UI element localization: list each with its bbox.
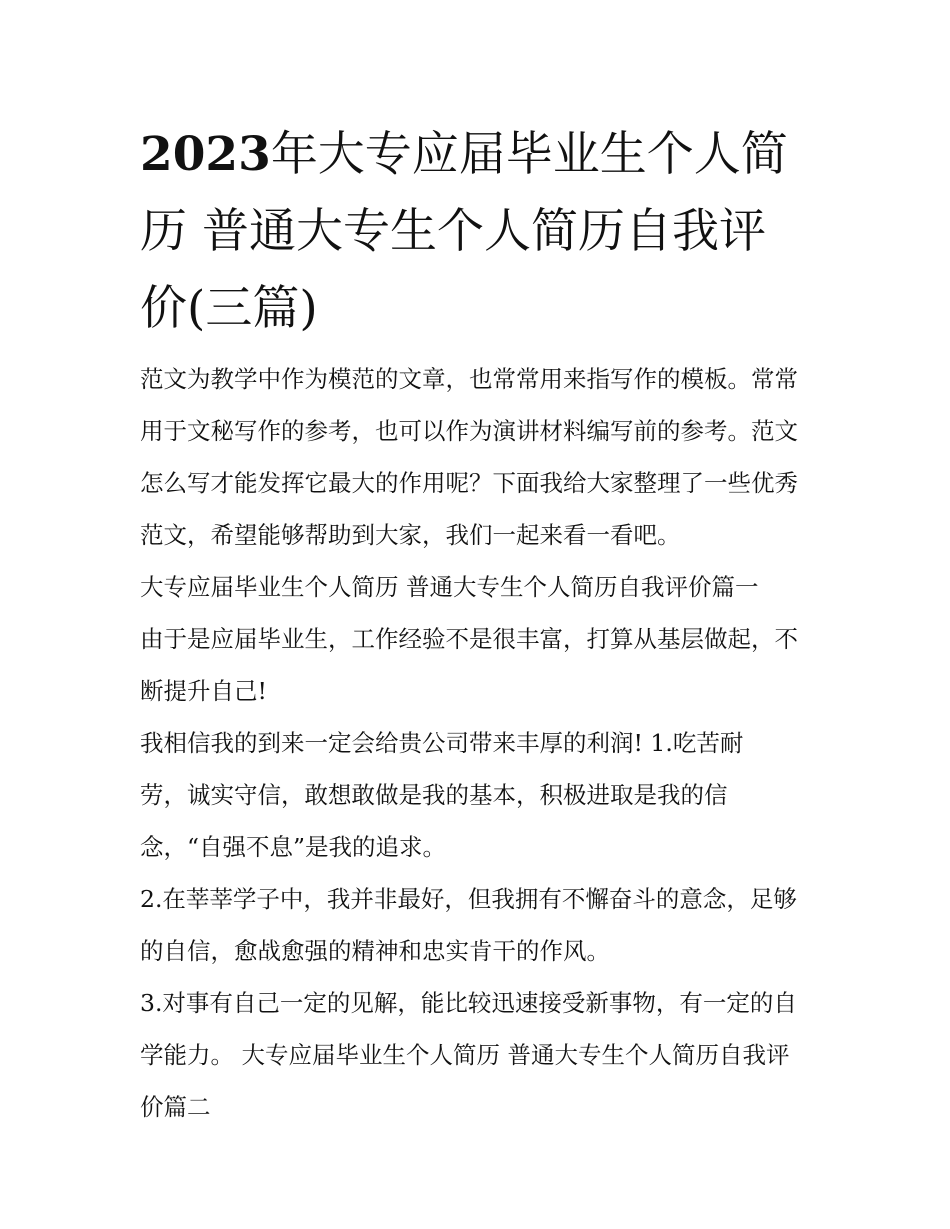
body-paragraph: 2.在莘莘学子中，我并非最好，但我拥有不懈奋斗的意念，足够的自信，愈战愈强的精神和忠实肯干的作风。 xyxy=(140,885,797,965)
body-paragraph: 我相信我的到来一定会给贵公司带来丰厚的利润! 1.吃苦耐劳，诚实守信，敢想敢做是我的基本，积极进取是我的信念，“自强不息”是我的追求。 xyxy=(140,729,744,861)
title-year: 2023 xyxy=(140,127,271,182)
document-title xyxy=(140,116,812,347)
title-text: 年大专应届毕业生个人简历 普通大专生个人简历自我评价(三篇) xyxy=(140,127,788,336)
body-paragraph: 3.对事有自己一定的见解，能比较迅速接受新事物，有一定的自学能力。 大专应届毕业生个人简历 普通大专生个人简历自我评价篇二 xyxy=(140,989,797,1121)
intro-paragraph: 范文为教学中作为模范的文章，也常常用来指写作的模板。常常用于文秘写作的参考，也可以作为演讲材料编写前的参考。范文怎么写才能发挥它最大的作用呢？下面我给大家整理了一些优秀范文，希望能够帮助到大家，我们一起来看一看吧。 xyxy=(140,365,798,549)
section-heading-one: 大专应届毕业生个人简历 普通大专生个人简历自我评价篇一 xyxy=(140,573,759,601)
document-body xyxy=(140,353,812,1133)
document-page xyxy=(140,116,812,1133)
body-paragraph: 由于是应届毕业生，工作经验不是很丰富，打算从基层做起，不断提升自己! xyxy=(140,625,798,705)
